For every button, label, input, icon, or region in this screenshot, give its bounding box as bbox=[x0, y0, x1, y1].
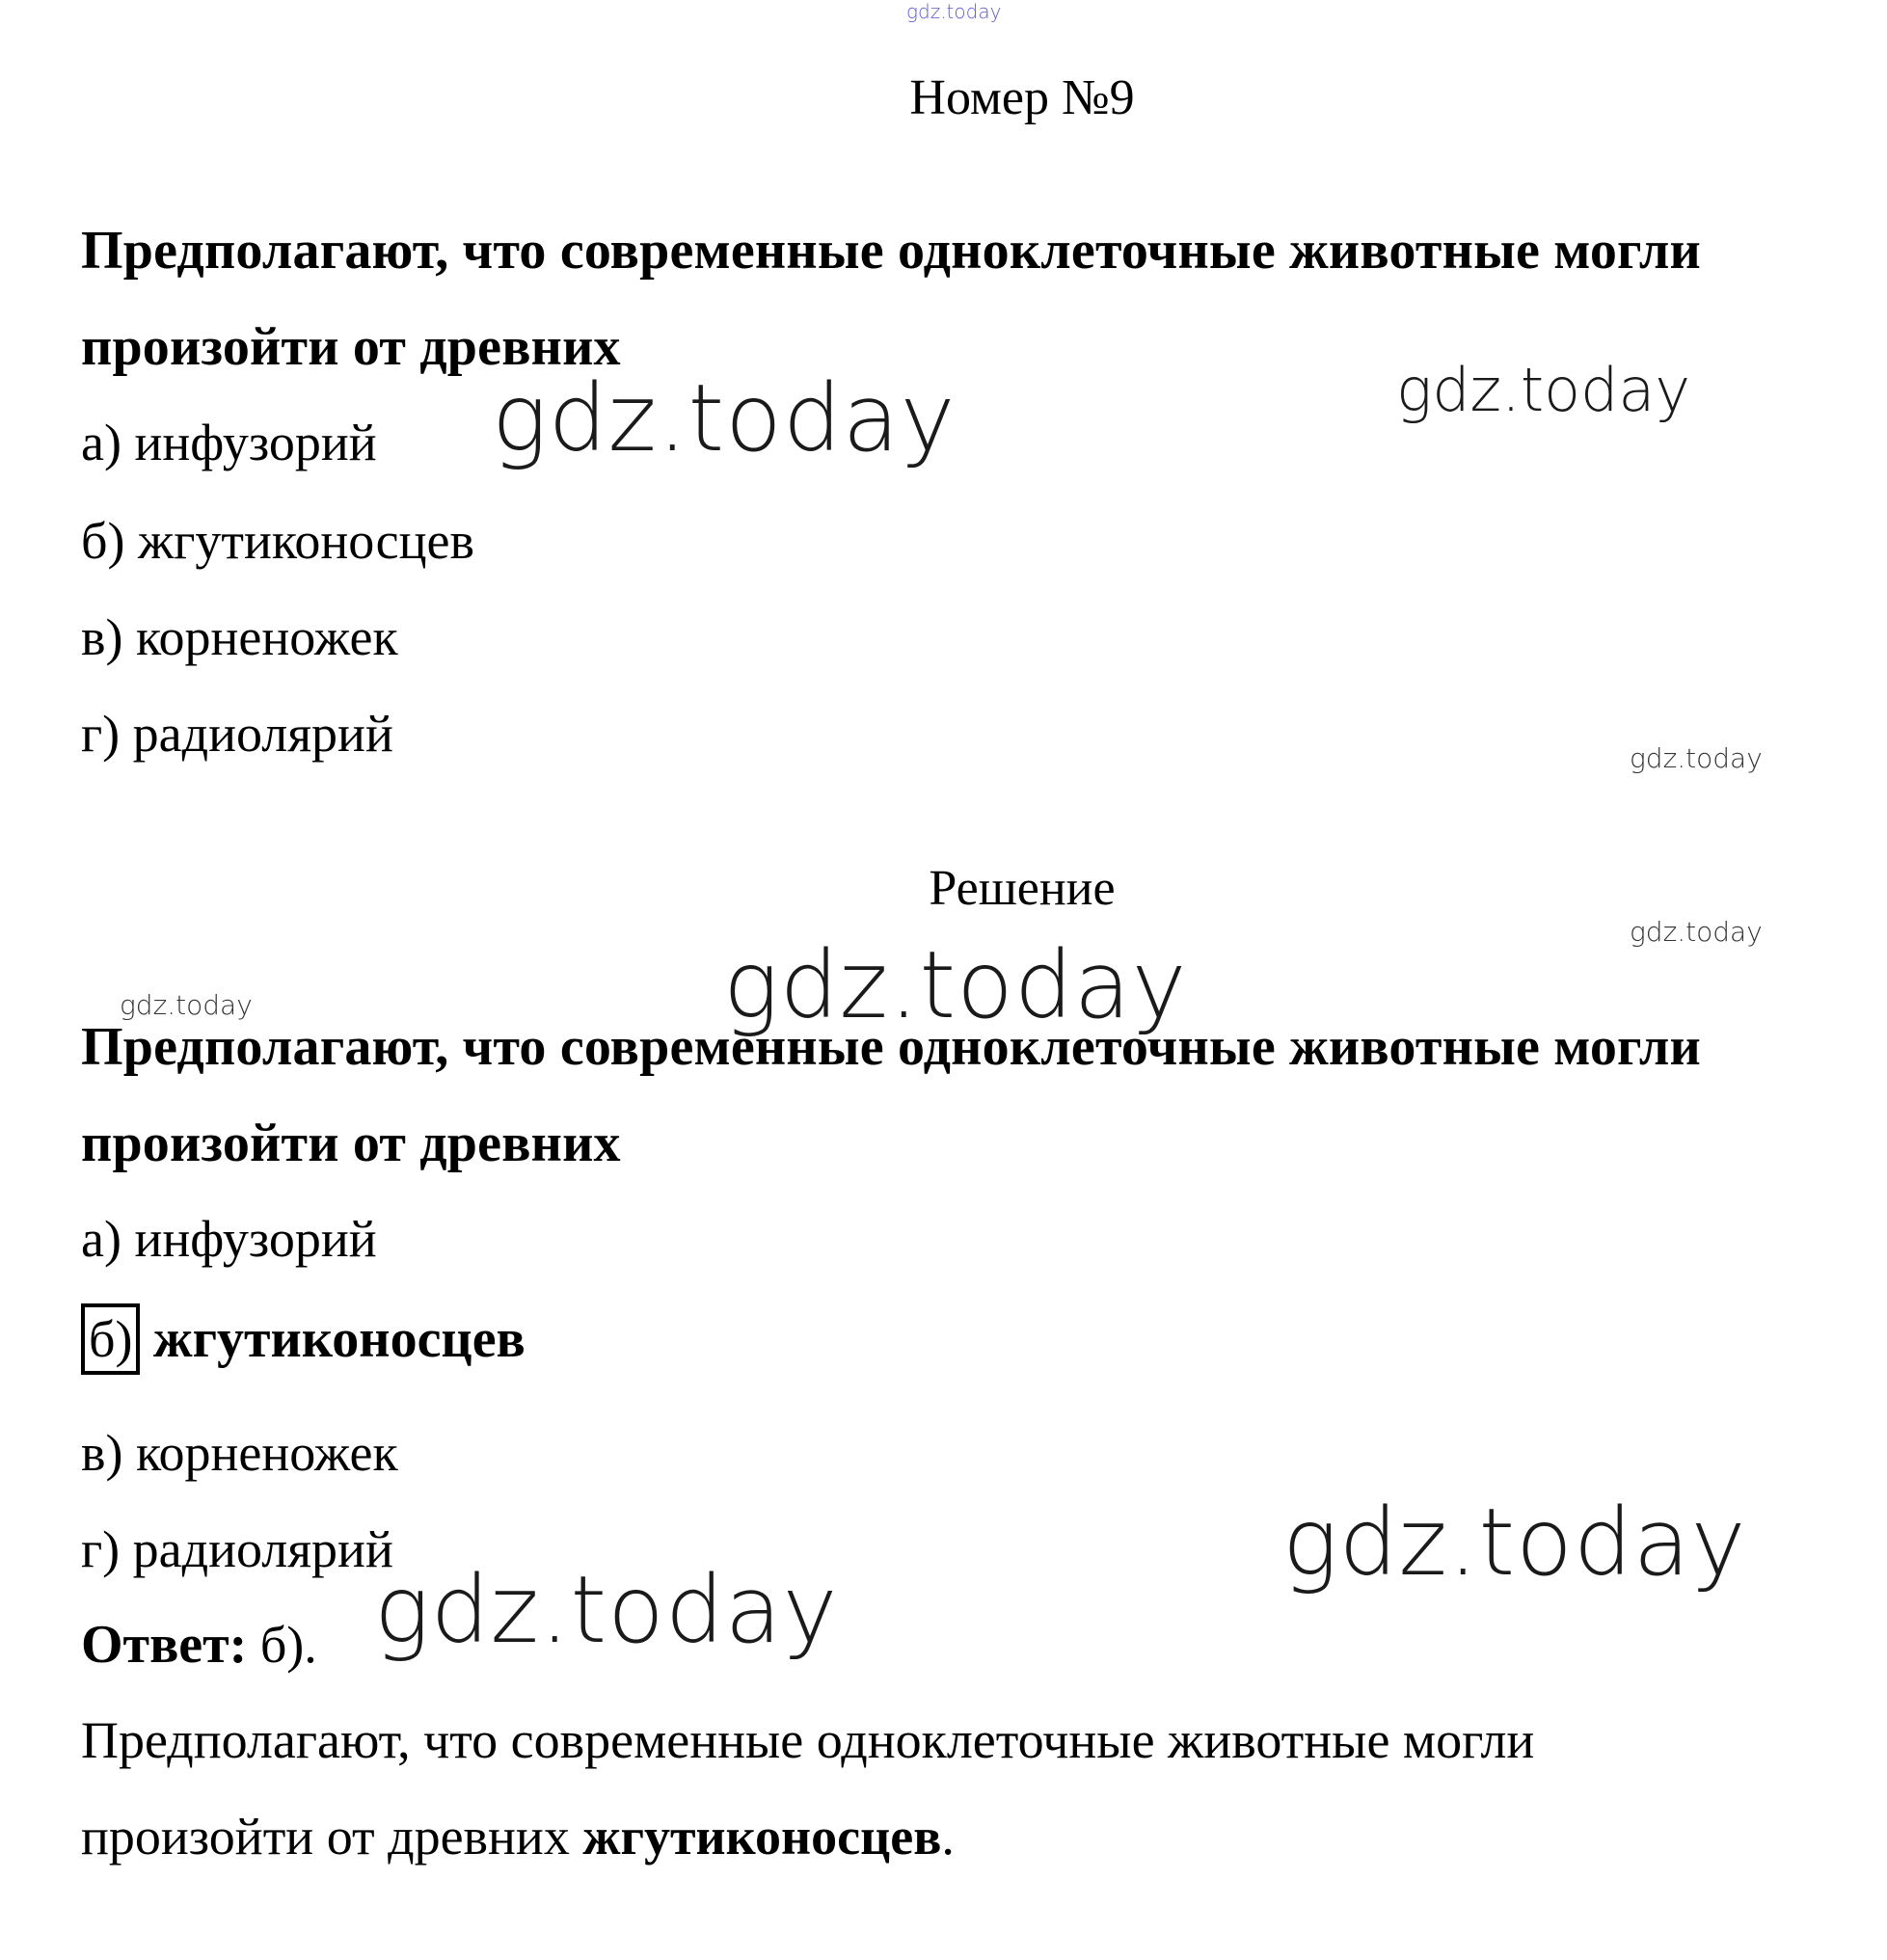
solution-line-1: Предполагают, что современные одноклеточные животные могли bbox=[81, 1017, 1701, 1077]
page-title: Номер №9 bbox=[909, 70, 1135, 125]
question-line-2: произойти от древних bbox=[81, 317, 621, 377]
watermark: gdz.today bbox=[1282, 1489, 1747, 1597]
solution-option-d: г) радиолярий bbox=[81, 1520, 393, 1578]
selected-answer-box: б) bbox=[81, 1303, 140, 1375]
question-option-c: в) корненожек bbox=[81, 608, 398, 666]
solution-option-b bbox=[81, 1303, 526, 1375]
watermark: gdz.today bbox=[492, 364, 957, 472]
solution-option-c: в) корненожек bbox=[81, 1424, 398, 1482]
watermark: gdz.today bbox=[1630, 916, 1763, 948]
watermark: gdz.today bbox=[723, 931, 1188, 1039]
conclusion-line-1: Предполагают, что современные одноклеточные животные могли bbox=[81, 1711, 1535, 1769]
conclusion-suffix: . bbox=[941, 1808, 955, 1866]
watermark-top: gdz.today bbox=[906, 0, 1002, 23]
watermark: gdz.today bbox=[120, 989, 253, 1021]
watermark: gdz.today bbox=[374, 1556, 839, 1664]
question-option-b: б) жгутиконосцев bbox=[81, 512, 474, 570]
answer-label: Ответ: bbox=[81, 1615, 248, 1675]
solution-heading: Решение bbox=[929, 861, 1116, 916]
solution-option-a: а) инфузорий bbox=[81, 1210, 377, 1268]
solution-line-2: произойти от древних bbox=[81, 1114, 621, 1173]
question-option-d: г) радиолярий bbox=[81, 705, 393, 763]
watermark: gdz.today bbox=[1630, 742, 1763, 774]
conclusion-prefix: произойти от древних bbox=[81, 1808, 583, 1866]
conclusion-bold: жгутиконосцев bbox=[582, 1808, 942, 1866]
answer-value: б). bbox=[247, 1616, 317, 1674]
watermark: gdz.today bbox=[1396, 355, 1691, 425]
question-option-a: а) инфузорий bbox=[81, 414, 377, 471]
conclusion-line-2 bbox=[81, 1807, 955, 1866]
answer-line bbox=[81, 1614, 317, 1676]
question-line-1: Предполагают, что современные одноклеточные животные могли bbox=[81, 221, 1701, 281]
selected-answer-text: жгутиконосцев bbox=[152, 1309, 526, 1369]
